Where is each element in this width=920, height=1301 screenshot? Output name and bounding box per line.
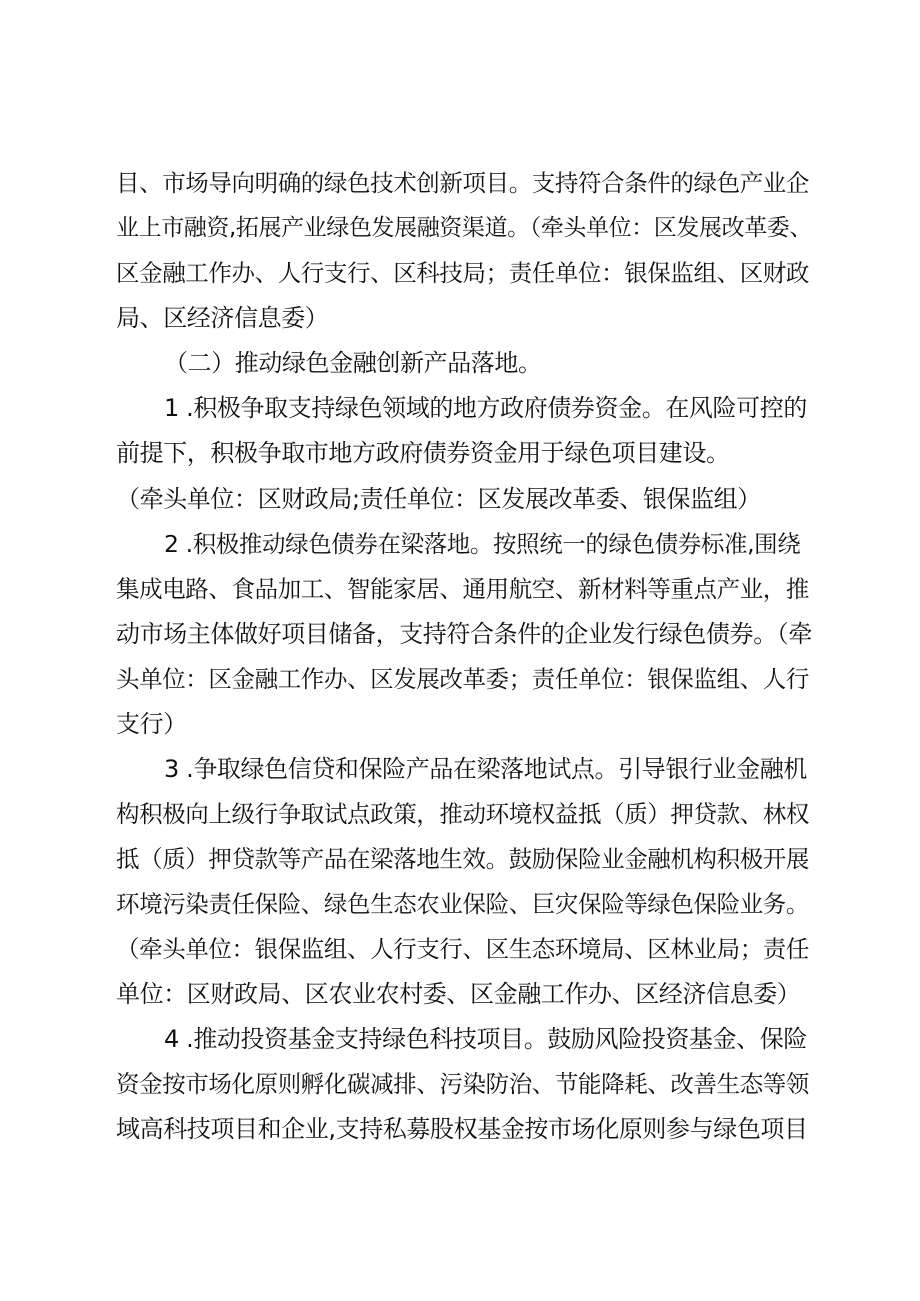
text-line: 目、市场导向明确的绿色技术创新项目。支持符合条件的绿色产业企 bbox=[116, 169, 809, 197]
text-line: 资金按市场化原则孵化碳减排、污染防治、节能降耗、改善生态等领 bbox=[116, 1070, 809, 1098]
text-line: 环境污染责任保险、绿色生态农业保险、巨灾保险等绿色保险业务。 bbox=[116, 890, 809, 918]
text-line: 集成电路、食品加工、智能家居、通用航空、新材料等重点产业，推 bbox=[116, 575, 809, 603]
text-line: 1 .积极争取支持绿色领域的地方政府债券资金。在风险可控的 bbox=[164, 394, 807, 422]
text-line: 动市场主体做好项目储备，支持符合条件的企业发行绿色债券。（牵 bbox=[116, 620, 812, 648]
text-line: 3 .争取绿色信贷和保险产品在梁落地试点。引导银行业金融机 bbox=[164, 755, 807, 783]
text-line: （牵头单位：区财政局;责任单位：区发展改革委、银保监组） bbox=[116, 485, 761, 513]
text-line: 域高科技项目和企业,支持私募股权基金按市场化原则参与绿色项目 bbox=[116, 1115, 808, 1143]
text-line: 2 .积极推动绿色债券在梁落地。按照统一的绿色债券标准,围绕 bbox=[164, 530, 801, 558]
text-line: 支行） bbox=[116, 710, 187, 738]
text-line: 头单位：区金融工作办、区发展改革委；责任单位：银保监组、人行 bbox=[116, 665, 809, 693]
text-line: （牵头单位：银保监组、人行支行、区生态环境局、区林业局；责任 bbox=[116, 935, 809, 963]
text-line: 构积极向上级行争取试点政策，推动环境权益抵（质）押贷款、林权 bbox=[116, 800, 809, 828]
text-line: 前提下，积极争取市地方政府债券资金用于绿色项目建设。 bbox=[116, 439, 730, 467]
text-line: 区金融工作办、人行支行、区科技局；责任单位：银保监组、区财政 bbox=[116, 259, 809, 287]
text-line: 局、区经济信息委） bbox=[116, 304, 329, 332]
text-line: 4 .推动投资基金支持绿色科技项目。鼓励风险投资基金、保险 bbox=[164, 1025, 807, 1053]
text-line: 抵（质）押贷款等产品在梁落地生效。鼓励保险业金融机构积极开展 bbox=[116, 845, 809, 873]
text-line: 业上市融资,拓展产业绿色发展融资渠道。（牵头单位：区发展改革委、 bbox=[116, 215, 813, 241]
section-heading: （二）推动绿色金融创新产品落地。 bbox=[164, 349, 542, 377]
text-line: 单位：区财政局、区农业农村委、区金融工作办、区经济信息委） bbox=[116, 980, 801, 1008]
